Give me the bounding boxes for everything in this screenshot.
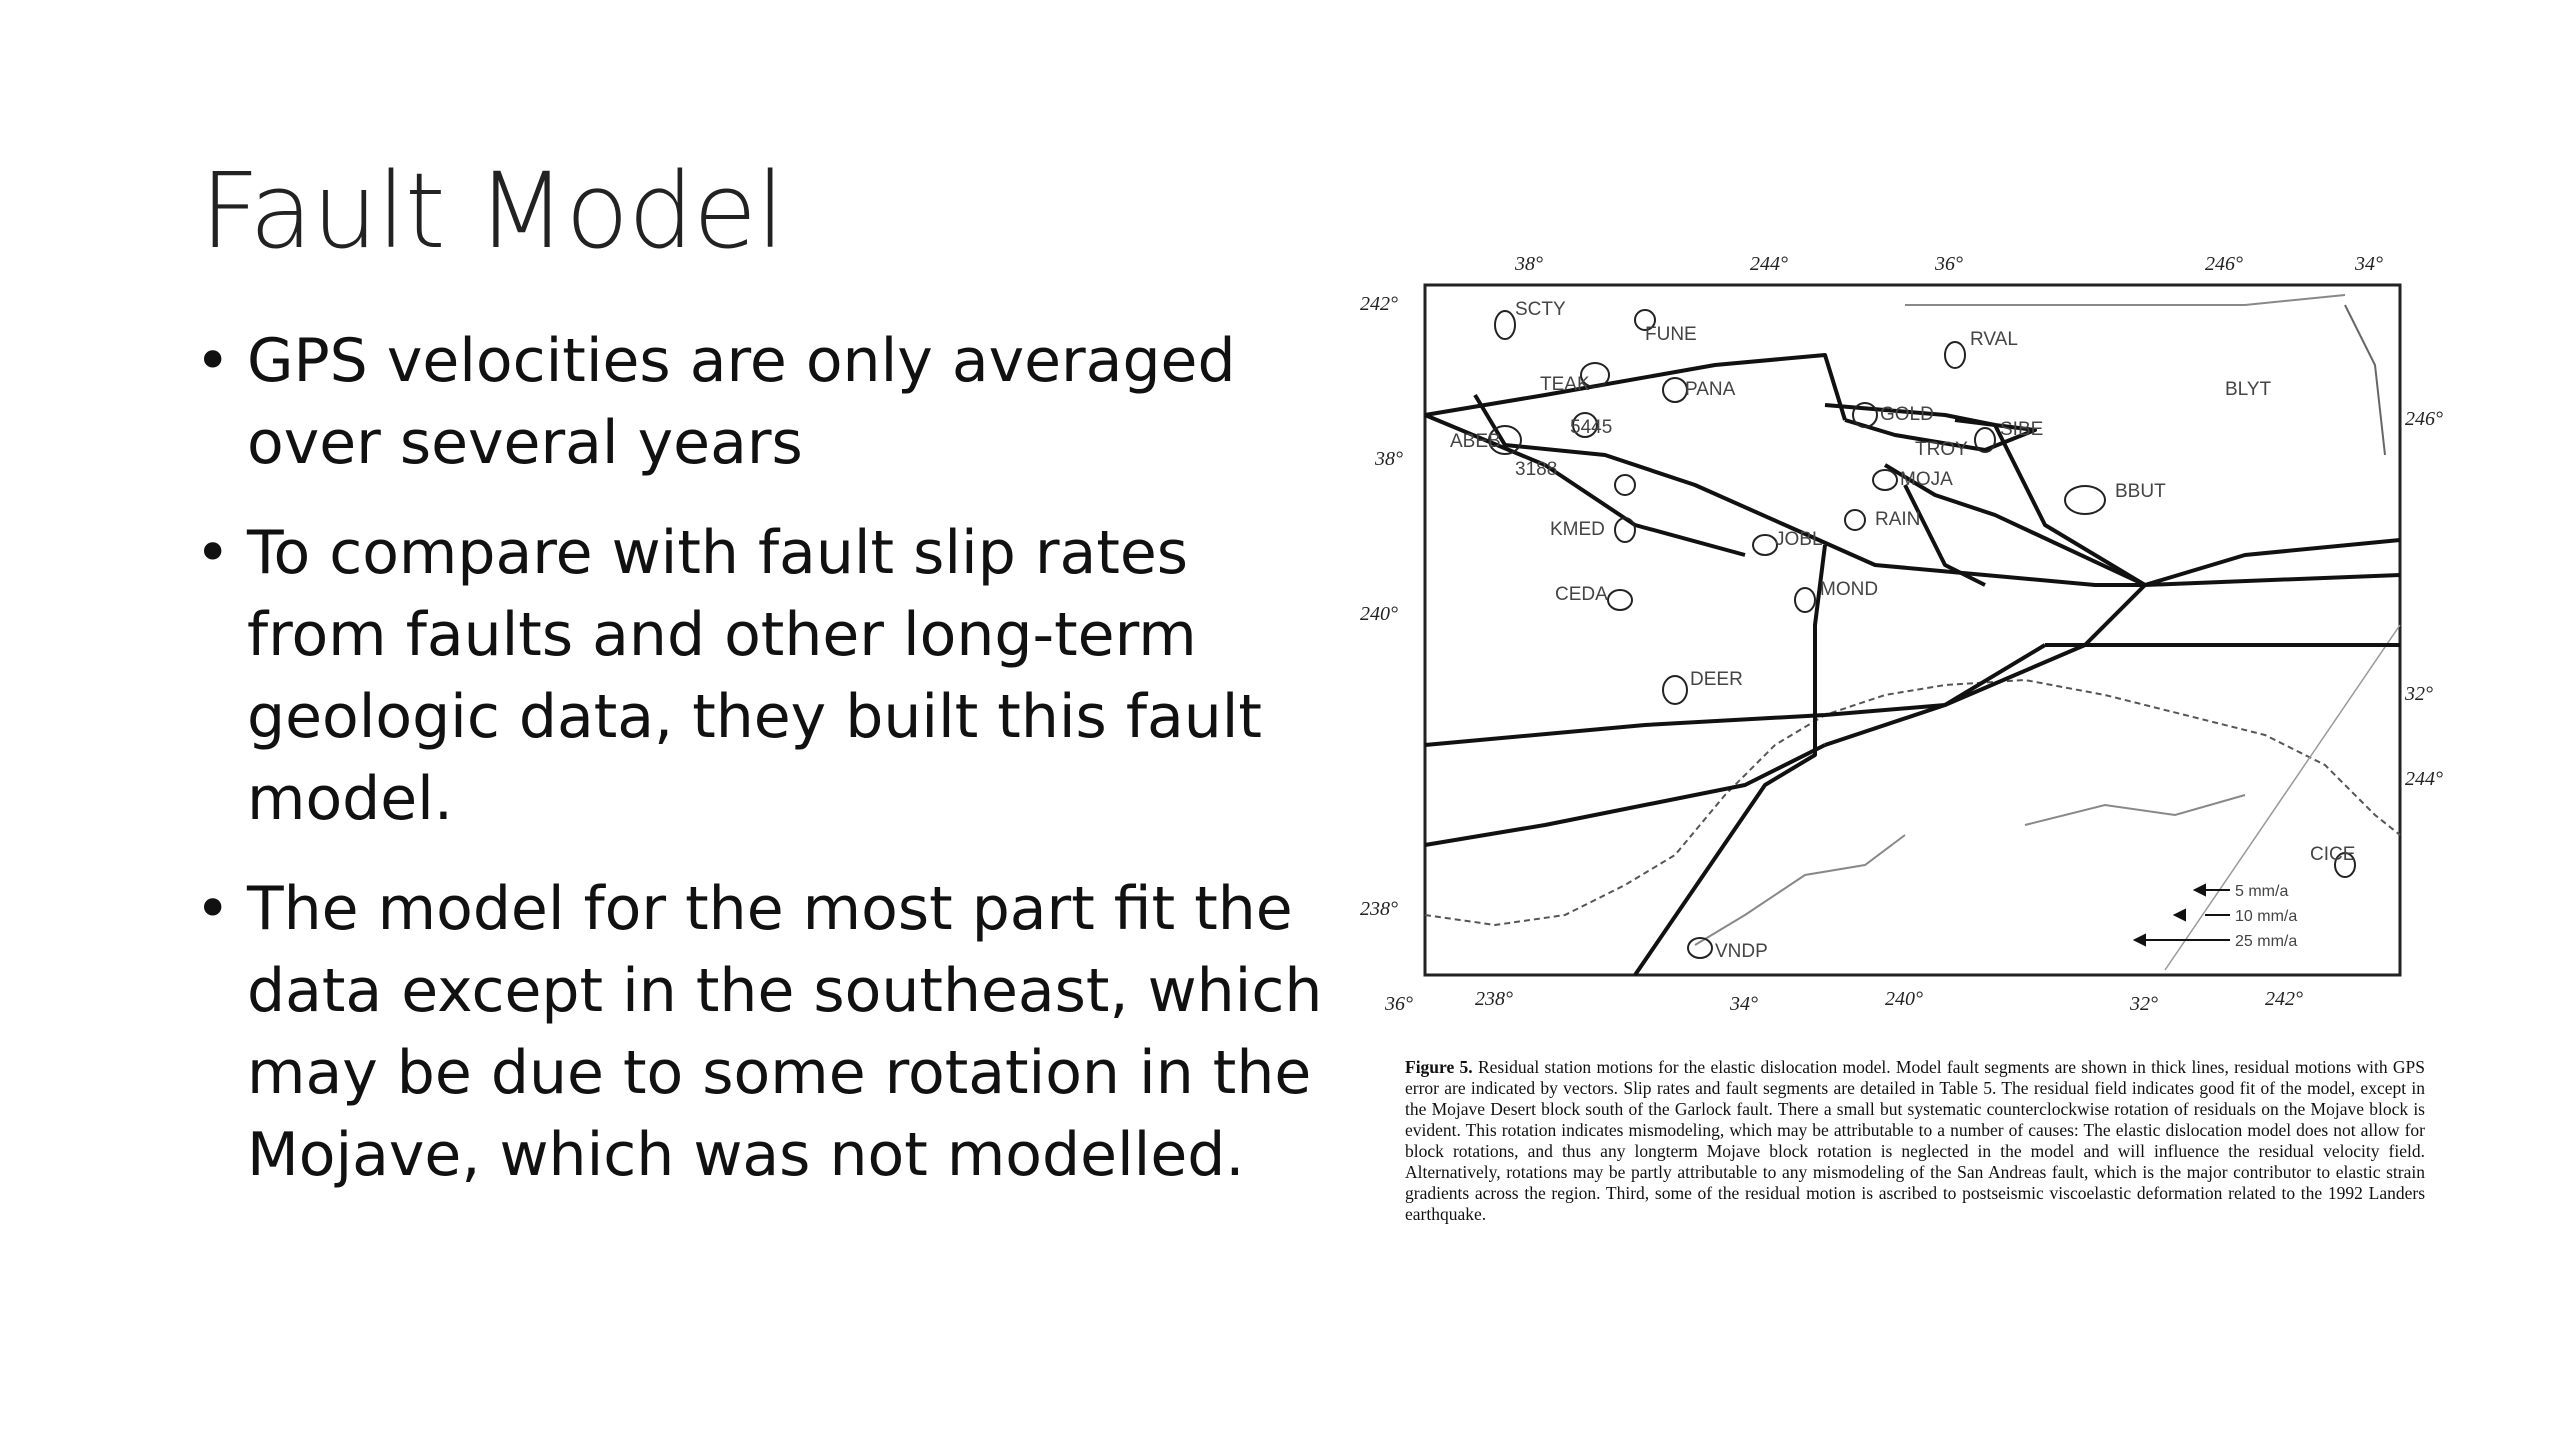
tick-label: 244° <box>2405 768 2443 790</box>
tick-label: 242° <box>2265 988 2303 1010</box>
bullet-text: To compare with fault slip rates from faults and other long-term geologic data, they built this fault model. <box>247 518 1262 834</box>
station-label: FUNE <box>1645 324 1697 345</box>
station-label: SIBE <box>2000 419 2044 440</box>
tick-label: 38° <box>1515 253 1543 275</box>
tick-label: 238° <box>1360 898 1398 920</box>
station-label: CICE <box>2310 844 2356 865</box>
tick-label: 32° <box>2405 683 2433 705</box>
tick-label: 32° <box>2130 993 2158 1015</box>
station-label: TROY <box>1915 439 1968 460</box>
station-label: RAIN <box>1875 509 1921 530</box>
station-label: KMED <box>1550 519 1605 540</box>
tick-label: 36° <box>1935 253 1963 275</box>
tick-label: 38° <box>1375 448 1403 470</box>
bullet-item <box>195 320 1330 484</box>
legend-label: 10 mm/a <box>2235 908 2298 925</box>
bullet-text: GPS velocities are only averaged over several years <box>247 326 1236 478</box>
tick-label: 240° <box>1360 603 1398 625</box>
station-label: CEDA <box>1555 584 1608 605</box>
bullet-marker: • <box>195 326 231 396</box>
station-label: MOND <box>1820 579 1879 600</box>
tick-label: 36° <box>1385 993 1413 1015</box>
station-label: ABEB <box>1450 431 1501 452</box>
station-label: BLYT <box>2225 379 2272 400</box>
station-label: TEAK <box>1540 374 1590 395</box>
station-label: VNDP <box>1715 941 1768 962</box>
station-label: MOJA <box>1900 469 1953 490</box>
bullet-marker: • <box>195 874 231 944</box>
station-label: GOLD <box>1880 404 1934 425</box>
bullet-item <box>195 868 1330 1196</box>
station-label: 5445 <box>1570 417 1613 438</box>
station-label: 3188 <box>1515 459 1558 480</box>
station-label: PANA <box>1685 379 1736 400</box>
tick-label: 242° <box>1360 293 1398 315</box>
tick-label: 34° <box>2355 253 2383 275</box>
tick-label: 246° <box>2405 408 2443 430</box>
station-label: SCTY <box>1515 299 1566 320</box>
tick-label: 244° <box>1750 253 1788 275</box>
bullet-item <box>195 512 1330 840</box>
caption-label: Figure 5. <box>1405 1057 1473 1077</box>
fault-map <box>1345 225 2455 1025</box>
tick-label: 246° <box>2205 253 2243 275</box>
station-label: JOBL <box>1775 529 1823 550</box>
slide-title: Fault Model <box>200 150 784 272</box>
caption-text: Residual station motions for the elastic dislocation model. Model fault segments are shown in thick lines, residual motions with GPS error are indicated by vectors. Slip rates and fault segments are detailed in Table 5. The residual field indicates good fit of the model, except in the Mojave Desert block south of the Garlock fault. There a small but systematic counterclockwise rotation of residuals on the Mojave block is evident. This rotation indicates mismodeling, which may be attributable to a number of causes: The elastic dislocation model does not allow for block rotations, and thus any longterm Mojave block rotation is neglected in the model and will influence the residual velocity field. Alternatively, rotations may be partly attributable to any mismodeling of the San Andreas fault, which is the major contributor to elastic strain gradients across the region. Third, some of the residual motion is ascribed to postseismic viscoelastic deformation related to the 1992 Landers earthquake. <box>1405 1057 2426 1224</box>
fault-model-figure <box>1345 225 2455 1025</box>
station-label: BBUT <box>2115 481 2166 502</box>
legend-label: 25 mm/a <box>2235 933 2298 950</box>
figure-caption <box>1405 1057 2425 1225</box>
station-label: DEER <box>1690 669 1743 690</box>
tick-label: 240° <box>1885 988 1923 1010</box>
tick-label: 34° <box>1730 993 1758 1015</box>
bullet-list <box>195 320 1330 1224</box>
bullet-text: The model for the most part fit the data except in the southeast, which may be due to some rotation in the Mojave, which was not modelled. <box>247 874 1323 1190</box>
bullet-marker: • <box>195 518 231 588</box>
station-label: RVAL <box>1970 329 2018 350</box>
tick-label: 238° <box>1475 988 1513 1010</box>
legend-label: 5 mm/a <box>2235 883 2289 900</box>
